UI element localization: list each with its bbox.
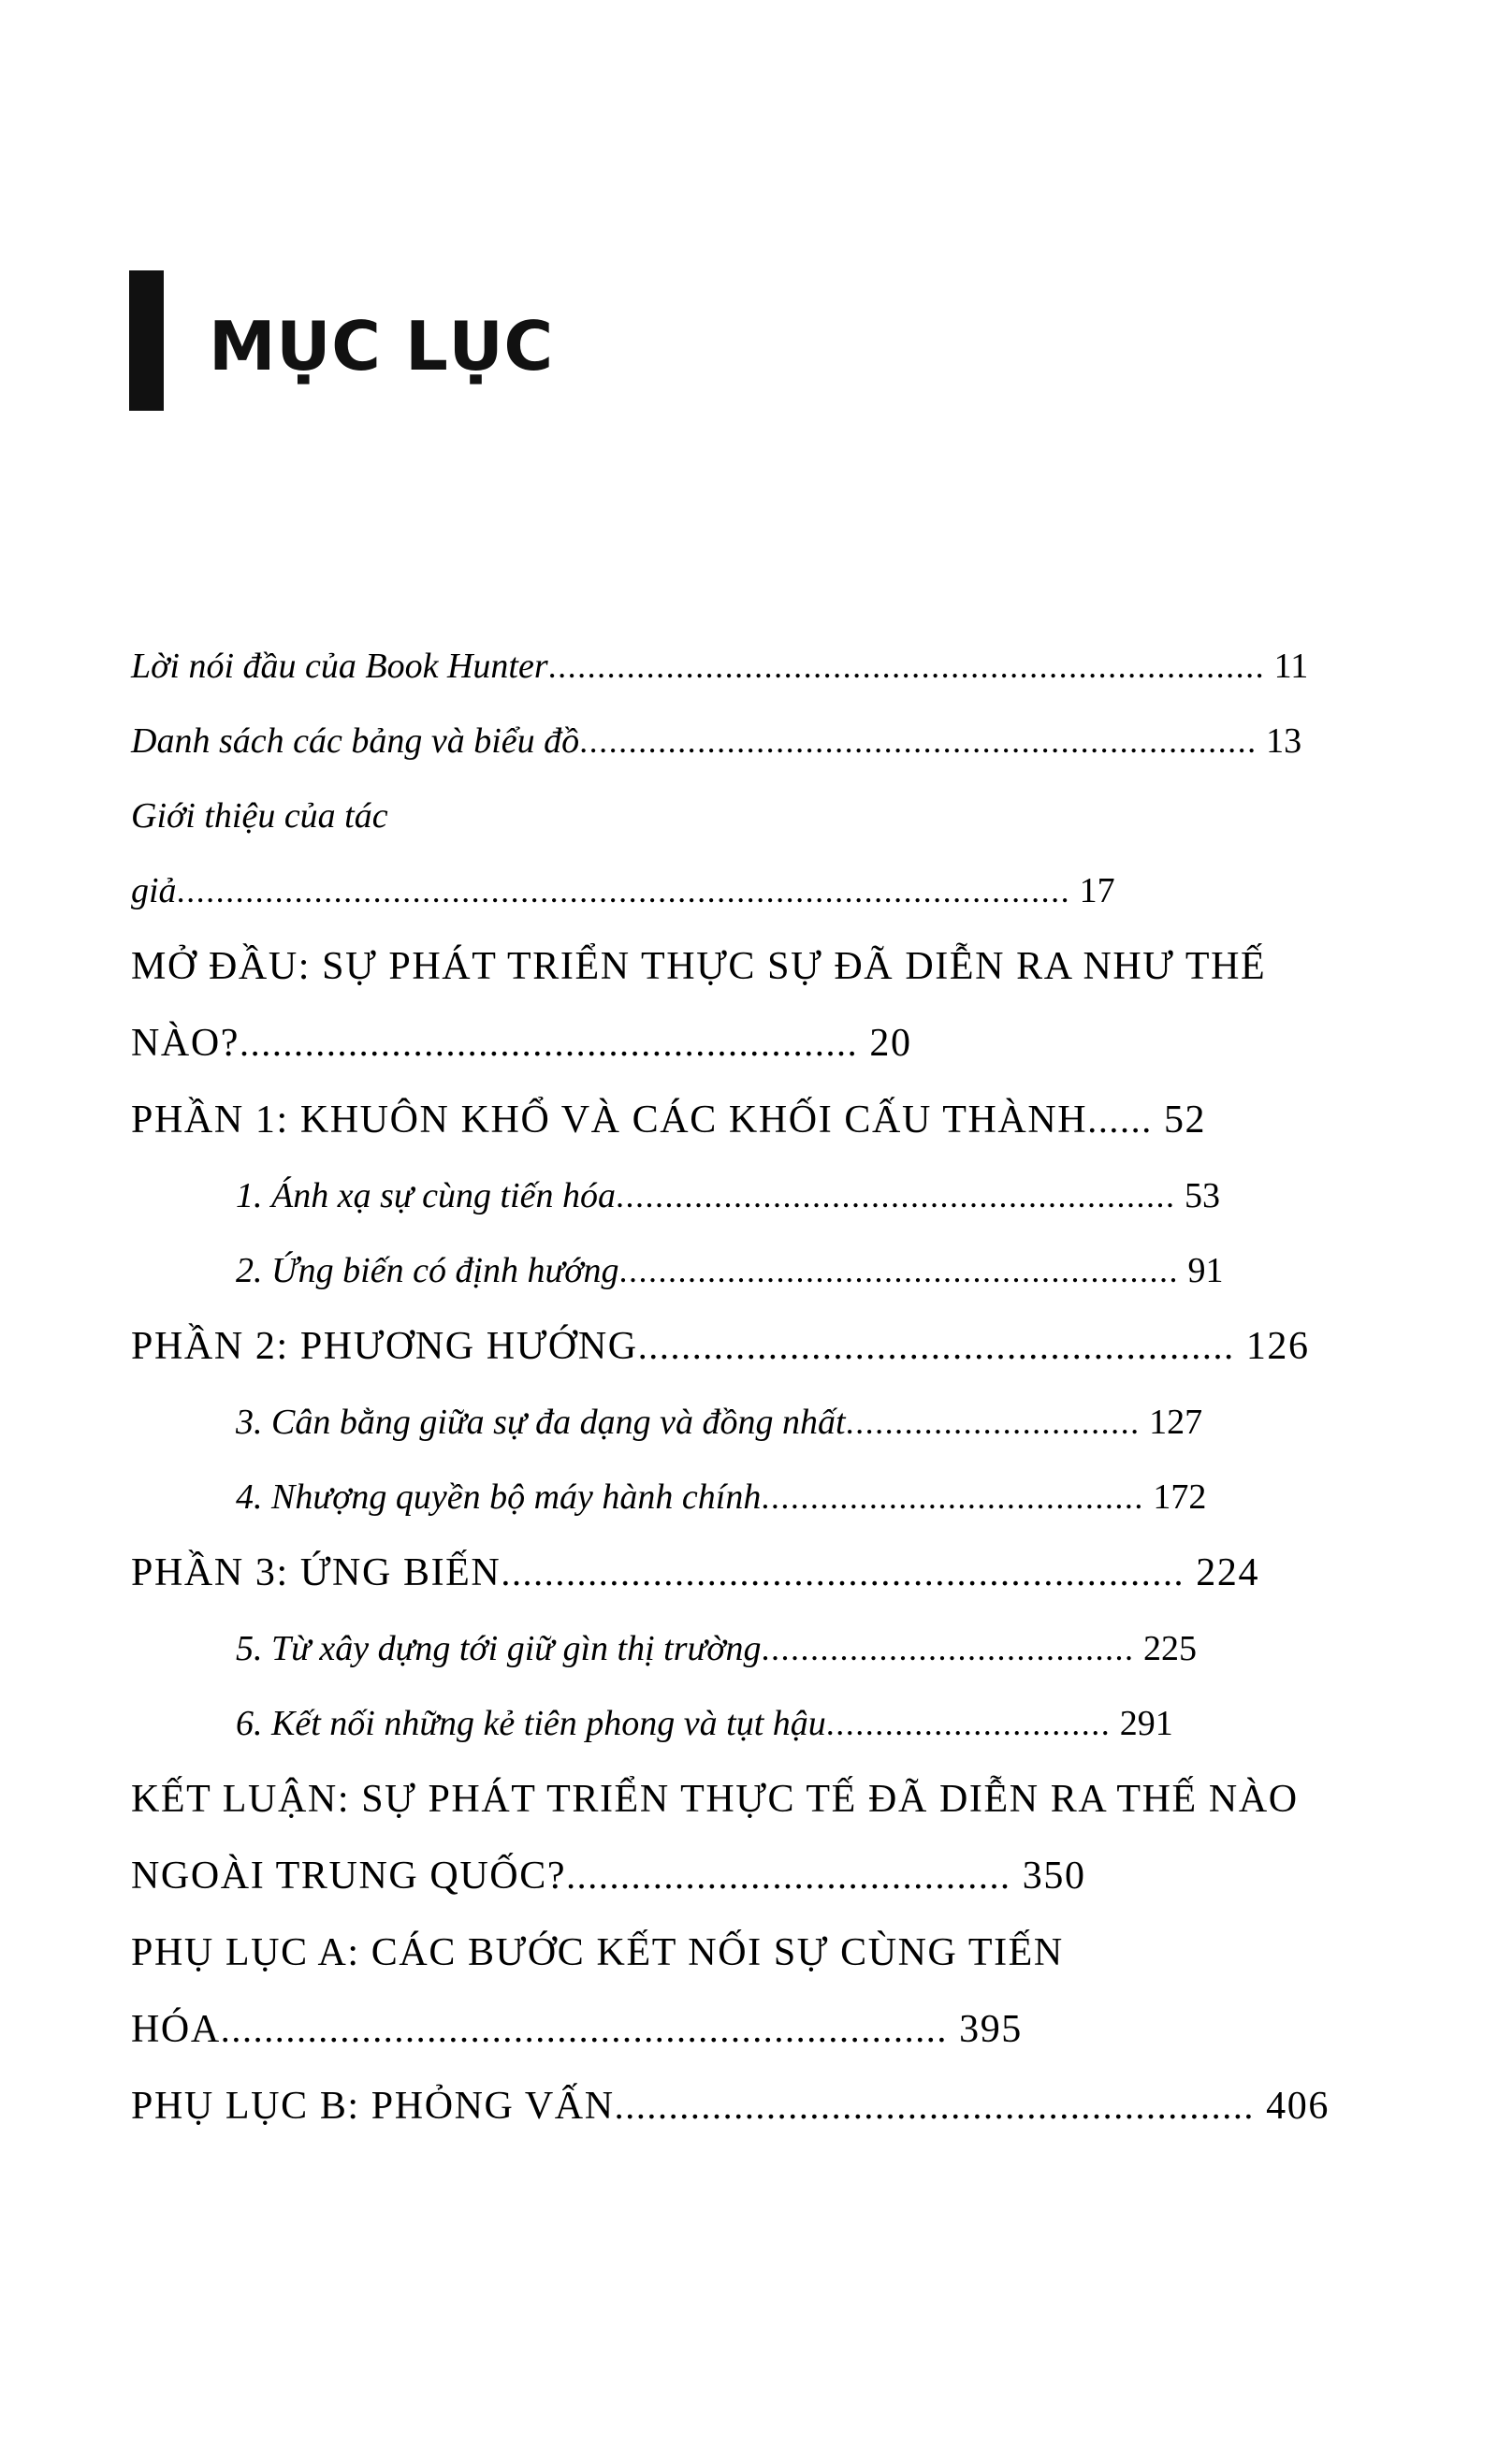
page-title-text: MỤC LỤC (209, 307, 554, 386)
toc-entry-line (131, 1761, 1336, 1914)
toc-page-number: 13 (1266, 721, 1302, 761)
toc-entry[interactable] (131, 1460, 1336, 1535)
toc-entry-title: 6. Kết nối những kẻ tiên phong và tụt hậu (236, 1704, 826, 1743)
toc-page-number: 52 (1163, 1098, 1207, 1142)
toc-page-number: 172 (1153, 1477, 1207, 1517)
toc-leader-dots: ............................. (825, 1705, 1112, 1742)
toc-page-number: 224 (1196, 1551, 1260, 1594)
toc-entry-line (236, 1460, 1336, 1535)
toc-page-number: 350 (1022, 1855, 1086, 1898)
toc-entry[interactable] (131, 1385, 1336, 1460)
table-of-contents (131, 629, 1336, 2145)
toc-entry-title: 3. Cân bằng giữa sự đa dạng và đồng nhất (236, 1403, 846, 1442)
toc-leader-dots: ......................................................... (615, 1177, 1176, 1215)
toc-entry-line (131, 2068, 1336, 2145)
toc-leader-dots: ..................................................................... (579, 722, 1258, 760)
toc-entry[interactable] (131, 1686, 1336, 1761)
toc-entry-title: PHẦN 1: KHUÔN KHỔ VÀ CÁC KHỐI CẤU THÀNH (131, 1098, 1088, 1142)
toc-entry[interactable] (131, 2068, 1336, 2145)
toc-leader-dots: ....................................................... (637, 1325, 1235, 1367)
toc-entry[interactable] (131, 1611, 1336, 1686)
toc-page-number: 126 (1245, 1325, 1310, 1368)
toc-entry-title: 5. Từ xây dựng tới giữ gìn thị trường (236, 1629, 762, 1668)
toc-entry-title: 1. Ánh xạ sự cùng tiến hóa (236, 1176, 616, 1215)
toc-entry[interactable] (131, 1761, 1336, 1914)
toc-entry-title: PHẦN 2: PHƯƠNG HƯỚNG (131, 1325, 638, 1368)
toc-entry-line (131, 629, 1336, 704)
toc-entry-title: Danh sách các bảng và biểu đồ (131, 721, 580, 761)
toc-entry[interactable] (131, 1233, 1336, 1308)
toc-page-number: 53 (1184, 1176, 1220, 1215)
toc-page-number: 11 (1273, 647, 1309, 686)
toc-entry[interactable] (131, 1914, 1336, 2068)
toc-entry[interactable] (131, 1308, 1336, 1385)
toc-page-number: 127 (1149, 1403, 1203, 1442)
toc-leader-dots: ......................................... (566, 1855, 1011, 1897)
toc-entry-line (131, 1082, 1336, 1158)
toc-entry[interactable] (131, 704, 1336, 778)
toc-entry-line (131, 704, 1336, 778)
toc-entry[interactable] (131, 1158, 1336, 1233)
toc-entry-line (131, 1914, 1336, 2068)
toc-entry-line (236, 1233, 1336, 1308)
toc-entry-line (131, 778, 1336, 928)
toc-entry-line (131, 1308, 1336, 1385)
toc-leader-dots: ............................................................... (501, 1551, 1185, 1593)
toc-entry-line (131, 1535, 1336, 1611)
toc-entry[interactable] (131, 778, 1336, 928)
toc-page-number: 395 (959, 2008, 1023, 2051)
toc-entry-title: PHỤ LỤC A: CÁC BƯỚC KẾT NỐI SỰ CÙNG TIẾN HÓA (131, 1931, 1064, 2051)
toc-entry[interactable] (131, 629, 1336, 704)
toc-leader-dots: ........................................................................................... (176, 872, 1071, 909)
toc-entry-title: Lời nói đầu của Book Hunter (131, 647, 548, 686)
toc-entry-line (236, 1686, 1336, 1761)
toc-entry-title: PHẦN 3: ỨNG BIẾN (131, 1551, 502, 1594)
toc-page-number: 17 (1079, 871, 1115, 910)
toc-page-number: 225 (1143, 1629, 1198, 1668)
toc-entry-line (236, 1385, 1336, 1460)
toc-leader-dots: ......................................................... (618, 1252, 1180, 1289)
toc-leader-dots: ....................................... (761, 1478, 1144, 1516)
toc-leader-dots: .............................. (845, 1404, 1141, 1441)
toc-leader-dots: ...................................... (761, 1630, 1135, 1667)
toc-entry-title: MỞ ĐẦU: SỰ PHÁT TRIỂN THỰC SỰ ĐÃ DIỄN RA NHƯ THẾ NÀO? (131, 945, 1267, 1065)
toc-entry-line (236, 1611, 1336, 1686)
toc-entry-title: Giới thiệu của tác giả (131, 796, 388, 910)
toc-page-number: 291 (1119, 1704, 1173, 1743)
toc-entry-line (131, 928, 1336, 1082)
toc-entry[interactable] (131, 1535, 1336, 1611)
toc-leader-dots: ......................................................................... (547, 647, 1266, 685)
toc-entry-title: PHỤ LỤC B: PHỎNG VẤN (131, 2085, 615, 2128)
toc-entry-title: 4. Nhượng quyền bộ máy hành chính (236, 1477, 762, 1517)
toc-entry-line (236, 1158, 1336, 1233)
toc-entry[interactable] (131, 928, 1336, 1082)
page-title (129, 268, 554, 414)
toc-leader-dots: ......................................................... (240, 1022, 859, 1064)
toc-entry[interactable] (131, 1082, 1336, 1158)
toc-page-number: 20 (869, 1022, 912, 1065)
toc-page-number: 406 (1266, 2085, 1330, 2128)
toc-leader-dots: ...... (1087, 1098, 1153, 1141)
toc-leader-dots: ........................................................... (614, 2085, 1256, 2127)
toc-page-number: 91 (1187, 1251, 1224, 1290)
toc-entry-title: KẾT LUẬN: SỰ PHÁT TRIỂN THỰC TẾ ĐÃ DIỄN RA THẾ NÀO NGOÀI TRUNG QUỐC? (131, 1778, 1299, 1898)
title-accent-bar (129, 270, 164, 411)
toc-entry-title: 2. Ứng biến có định hướng (236, 1251, 619, 1290)
toc-leader-dots: ................................................................... (220, 2008, 948, 2050)
